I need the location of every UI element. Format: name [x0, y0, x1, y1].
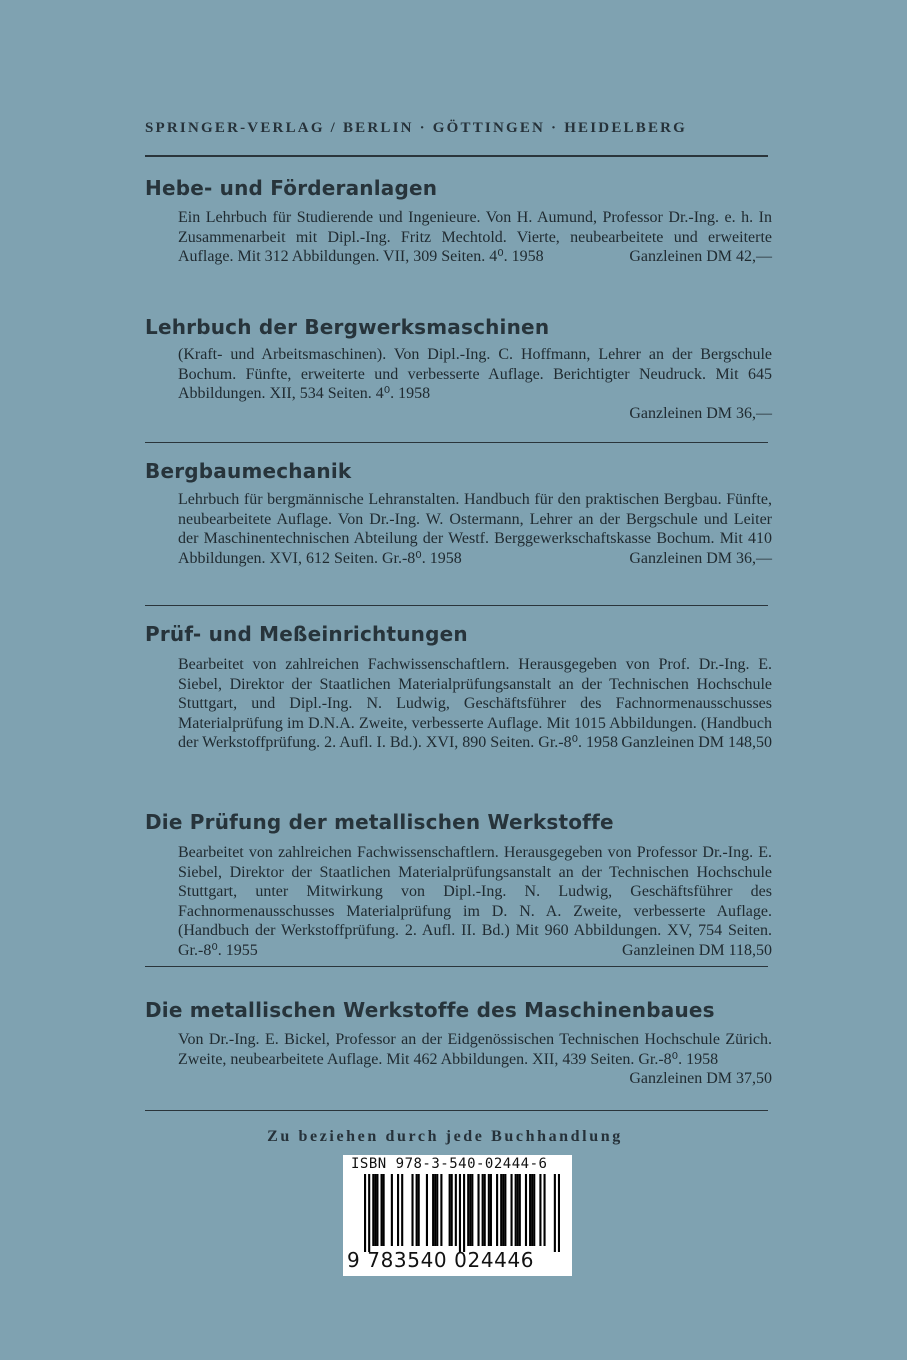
- entry-body: [178, 843, 772, 961]
- entry-body: [178, 490, 772, 568]
- entry-body: [178, 208, 772, 267]
- barcode-bar: [455, 1174, 457, 1246]
- barcode-bar: [418, 1174, 420, 1246]
- barcode-bar: [459, 1174, 461, 1252]
- barcode-bar: [463, 1174, 465, 1252]
- barcode-bar: [426, 1174, 428, 1246]
- barcode-bar: [416, 1174, 418, 1246]
- barcode-bar: [554, 1174, 556, 1252]
- entry-description: Bearbeitet von zahlreichen Fachwissenschaftlern. Herausgegeben von Prof. Dr.-Ing. E. Siebel, Direktor der Staatlichen Materialprüfungsanstalt an der Technischen Hochschule Stuttgart, und Dipl.-Ing. N. Ludwig, Geschäftsführer des Fachnormenausschusses Materialprüfung im D.N.A. Zweite, verbesserte Auflage. Mit 1015 Abbildungen. (Handbuch der Werkstoffprüfung. 2. Aufl. I. Bd.). XVI, 890 Seiten. Gr.-8⁰. 1958: [178, 656, 772, 752]
- barcode-bar: [368, 1174, 370, 1252]
- barcode-bar: [519, 1174, 521, 1246]
- barcode-bar: [515, 1174, 517, 1246]
- barcode-bar: [500, 1174, 502, 1246]
- barcode-bar: [397, 1174, 399, 1246]
- entry-description: Bearbeitet von zahlreichen Fachwissenschaftlern. Herausgegeben von Professor Dr.-Ing. E. Siebel, Direktor der Staatlichen Materialprüfungsanstalt an der Technischen Hochschule Stuttgart, unter Mitwirkung von Dipl.-Ing. N. Ludwig, Geschäftsführer des Fachnormenausschusses Materialprüfung im D. N. A. Zweite, verbesserte Auflage. (Handbuch der Werkstoffprüfung. 2. Aufl. II. Bd.) Mit 960 Abbildungen. XV, 754 Seiten. Gr.-8⁰. 1955: [178, 844, 772, 959]
- entry-price: Ganzleinen DM 37,50: [629, 1070, 772, 1088]
- barcode-bar: [469, 1174, 471, 1246]
- publisher-line: SPRINGER-VERLAG / BERLIN · GÖTTINGEN · HEIDELBERG: [145, 120, 688, 136]
- isbn-label: ISBN 978-3-540-02444-6: [351, 1156, 548, 1172]
- barcode-bar: [401, 1174, 403, 1246]
- barcode-bar: [471, 1174, 473, 1246]
- barcode-bar: [490, 1174, 492, 1246]
- barcode-bar: [436, 1174, 438, 1246]
- divider: [145, 966, 768, 967]
- barcode-bar: [391, 1174, 393, 1246]
- barcode-bar: [533, 1174, 535, 1246]
- barcode-bar: [517, 1174, 519, 1246]
- barcode-bars: [364, 1174, 560, 1252]
- isbn-digits: 9 783540 024446: [347, 1248, 535, 1272]
- entry-body: [178, 655, 772, 753]
- barcode-bar: [434, 1174, 436, 1246]
- barcode-bar: [558, 1174, 560, 1252]
- barcode-bar: [504, 1174, 506, 1246]
- entry-title: Prüf- und Meßeinrichtungen: [145, 622, 468, 646]
- barcode-bar: [440, 1174, 442, 1246]
- divider: [145, 605, 768, 606]
- barcode-bar: [477, 1174, 479, 1246]
- barcode-bar: [525, 1174, 527, 1246]
- barcode-bar: [484, 1174, 486, 1246]
- barcode-bar: [539, 1174, 541, 1246]
- entry-description: Von Dr.-Ing. E. Bickel, Professor an der Eidgenössischen Technischen Hochschule Zürich. Zweite, neubearbeitete Auflage. Mit 462 Abbildungen. XII, 439 Seiten. Gr.-8⁰. 1958: [178, 1031, 772, 1068]
- divider: [145, 1110, 768, 1111]
- barcode-bar: [543, 1174, 545, 1246]
- entry-price: Ganzleinen DM 42,—: [629, 248, 772, 266]
- barcode-bar: [383, 1174, 385, 1246]
- entry-title: Die Prüfung der metallischen Werkstoffe: [145, 810, 614, 834]
- barcode-bar: [531, 1174, 533, 1246]
- barcode-bar: [411, 1174, 413, 1246]
- entry-body: [178, 345, 772, 423]
- barcode-bar: [467, 1174, 469, 1246]
- barcode-bar: [529, 1174, 531, 1246]
- entry-price: Ganzleinen DM 148,50: [621, 734, 772, 752]
- divider: [145, 155, 768, 157]
- entry-description: Ein Lehrbuch für Studierende und Ingenieure. Von H. Aumund, Professor Dr.-Ing. e. h. In Zusammenarbeit mit Dipl.-Ing. Fritz Mechtold. Vierte, neubearbeitete und erweiterte Auflage. Mit 312 Abbildungen. VII, 309 Seiten. 4⁰. 1958: [178, 209, 772, 266]
- barcode-bar: [488, 1174, 490, 1246]
- barcode-bar: [432, 1174, 434, 1246]
- entry-title: Hebe- und Förderanlagen: [145, 176, 438, 200]
- entry-description: Lehrbuch für bergmännische Lehranstalten. Handbuch für den praktischen Bergbau. Fünfte, neubearbeitete Auflage. Von Dr.-Ing. W. Ostermann, Lehrer an der Bergschule und Leiter der Maschinentechnischen Abteilung der Westf. Berggewerkschaftskasse Bochum. Mit 410 Abbildungen. XVI, 612 Seiten. Gr.-8⁰. 1958: [178, 491, 772, 567]
- barcode-bar: [381, 1174, 383, 1246]
- entry-price: Ganzleinen DM 36,—: [629, 549, 772, 567]
- entry-title: Lehrbuch der Bergwerksmaschinen: [145, 315, 550, 339]
- barcode-bar: [482, 1174, 484, 1246]
- barcode-bar: [451, 1174, 453, 1246]
- barcode-bar: [496, 1174, 498, 1246]
- availability-note: Zu beziehen durch jede Buchhandlung: [267, 1128, 623, 1145]
- entry-body: [178, 1030, 772, 1089]
- barcode-bar: [510, 1174, 512, 1246]
- barcode-bar: [364, 1174, 366, 1252]
- barcode-bar: [372, 1174, 374, 1246]
- barcode-bar: [502, 1174, 504, 1246]
- entry-price: Ganzleinen DM 36,—: [629, 404, 772, 422]
- entry-description: (Kraft- und Arbeitsmaschinen). Von Dipl.-Ing. C. Hoffmann, Lehrer an der Bergschule Bochum. Fünfte, erweiterte und verbesserte Auflage. Berichtigter Neudruck. Mit 645 Abbildungen. XII, 534 Seiten. 4⁰. 1958: [178, 346, 772, 403]
- barcode-bar: [376, 1174, 378, 1246]
- barcode-bar: [374, 1174, 376, 1246]
- divider: [145, 442, 768, 443]
- isbn-barcode: [343, 1155, 572, 1276]
- entry-title: Die metallischen Werkstoffe des Maschinenbaues: [145, 998, 715, 1022]
- entry-title: Bergbaumechanik: [145, 459, 352, 483]
- entry-price: Ganzleinen DM 118,50: [621, 941, 772, 959]
- barcode-bar: [449, 1174, 451, 1246]
